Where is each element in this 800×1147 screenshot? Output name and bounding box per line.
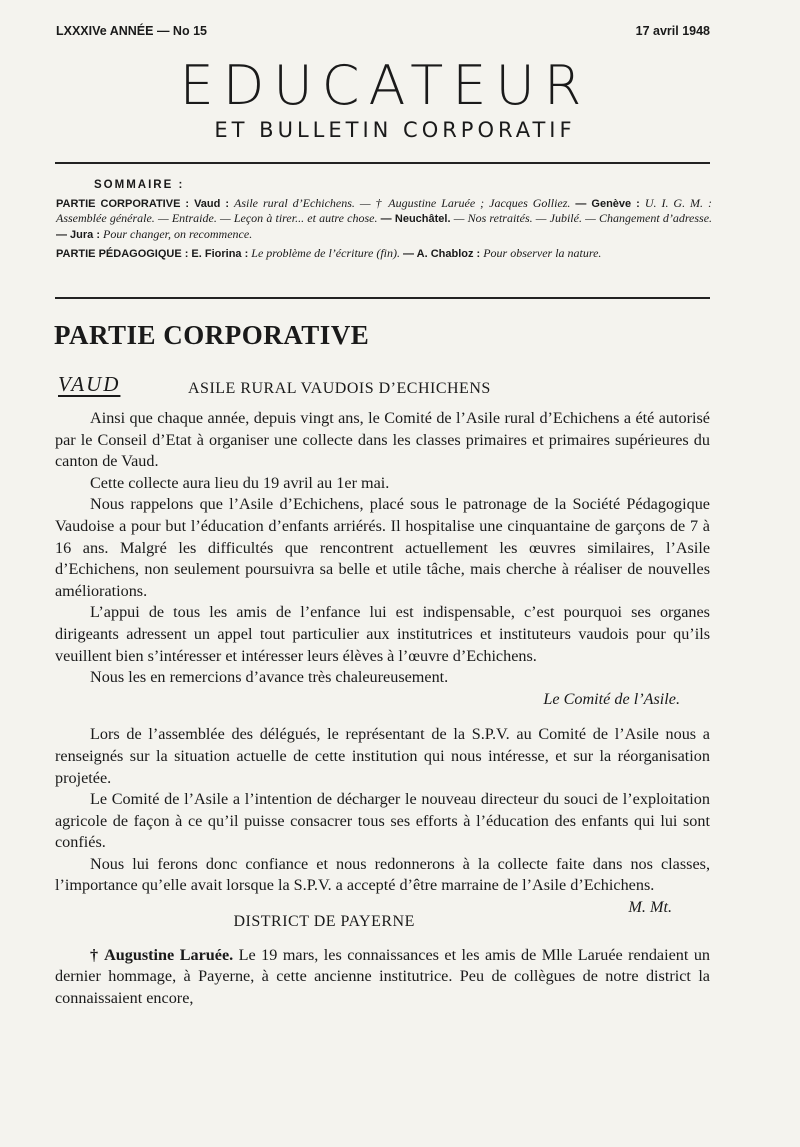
obituary-paragraph	[55, 945, 710, 1010]
district-heading: DISTRICT DE PAYERNE	[233, 913, 415, 931]
toc-corporative-label: PARTIE CORPORATIVE :	[56, 197, 190, 210]
toc-pedagogique	[56, 246, 712, 262]
toc-geneve-text: U. I. G. M. : Assemblée générale. — Entraide. — Leçon à tirer... et autre chose.	[56, 195, 713, 225]
article-body	[55, 408, 710, 1009]
toc-geneve-label: — Genève :	[575, 197, 640, 210]
issue-number: LXXXIVe ANNÉE — No 15	[56, 24, 207, 38]
toc-vaud-text: Asile rural d’Echichens. — † Augustine Laruée ; Jacques Golliez.	[234, 195, 571, 210]
obituary-text: Le 19 mars, les connaissances et les amis de Mlle Laruée rendaient un dernier hommage, à Payerne, à cette ancienne institutrice. Peu de collègues de notre district la connaissaient encore,	[55, 945, 711, 1007]
section-title: PARTIE CORPORATIVE	[54, 320, 370, 350]
toc-vaud-label: Vaud :	[194, 197, 230, 210]
issue-date: 17 avril 1948	[635, 24, 710, 38]
obituary-name: † Augustine Laruée.	[90, 945, 234, 964]
signature-initials: M. Mt.	[628, 898, 672, 917]
toc-jura-label: — Jura :	[56, 228, 101, 241]
toc-fiorina-text: Le problème de l’écriture (fin).	[251, 246, 400, 260]
article-title: ASILE RURAL VAUDOIS D’ECHICHENS	[188, 380, 491, 397]
toc-pedagogique-label: PARTIE PÉDAGOGIQUE :	[56, 248, 189, 260]
toc-fiorina-label: E. Fiorina :	[191, 248, 249, 260]
paragraph: Ainsi que chaque année, depuis vingt ans, le Comité de l’Asile rural d’Echichens a été autorisé par le Conseil d’Etat à organiser une collecte dans les classes primaires et primaires supérieures du canton de Vaud.	[55, 409, 710, 471]
table-of-contents	[56, 178, 712, 266]
signature-committee: Le Comité de l’Asile.	[543, 689, 680, 708]
article-heading	[58, 372, 712, 402]
bottom-divider	[55, 297, 710, 299]
paragraph: L’appui de tous les amis de l’enfance lui est indispensable, c’est pourquoi ses organes dirigeants adressent un appel tout particulier aux institutrices et instituteurs vaudois pour qu’ils veuillent bien s’intéresser et intéresser leurs élèves à l’œuvre d’Echichens.	[55, 603, 710, 665]
paragraph: Lors de l’assemblée des délégués, le représentant de la S.P.V. au Comité de l’Asile nous a renseignés sur la situation actuelle de cette institution qui nous intéresse, et sur la réorganisation projetée.	[55, 725, 710, 787]
toc-chabloz-label: — A. Chabloz :	[403, 248, 481, 260]
toc-jura-text: Pour changer, on recommence.	[103, 226, 253, 241]
toc-title: SOMMAIRE :	[94, 179, 185, 191]
paragraph: Le Comité de l’Asile a l’intention de décharger le nouveau directeur du souci de l’exploitation agricole de façon à ce qu’il puisse consacrer tous ses efforts à l’éducation des enfants qui lui sont confiés.	[55, 790, 710, 852]
masthead-subtitle: ET BULLETIN CORPORATIF	[214, 118, 576, 142]
canton-heading: VAUD	[58, 372, 121, 396]
paragraph: Nous rappelons que l’Asile d’Echichens, placé sous le patronage de la Société Pédagogique Vaudoise a pour but l’éducation d’enfants arriérés. Il hospitalise une cinquantaine de garçons de 7 à 16 ans. Malgré les difficultés que rencontrent actuellement les œuvres similaires, l’Asile d’Echichens, non seulement poursuivra sa belle et utile tâche, mais cherche à réaliser de nouvelles améliorations.	[55, 495, 710, 600]
top-divider	[55, 162, 710, 164]
toc-neuchatel-label: — Neuchâtel.	[380, 213, 451, 225]
paragraph-text: Nous lui ferons donc confiance et nous redonnerons à la collecte faite dans nos classes, l’importance qu’elle avait lorsque la S.P.V. a accepté d’être marraine de l’Asile d’Echichens.	[55, 854, 710, 895]
paragraph: Nous les en remercions d’avance très chaleureusement.	[90, 668, 449, 687]
paragraph: Cette collecte aura lieu du 19 avril au 1er mai.	[90, 473, 390, 492]
toc-chabloz-text: Pour observer la nature.	[483, 246, 602, 260]
toc-corporative	[56, 196, 712, 243]
toc-neuchatel-text: — Nos retraités. — Jubilé. — Changement d’adresse.	[453, 211, 713, 225]
paragraph-with-signature	[55, 854, 710, 917]
masthead-title: EDUCATEUR	[179, 54, 591, 117]
issue-header	[56, 24, 710, 38]
